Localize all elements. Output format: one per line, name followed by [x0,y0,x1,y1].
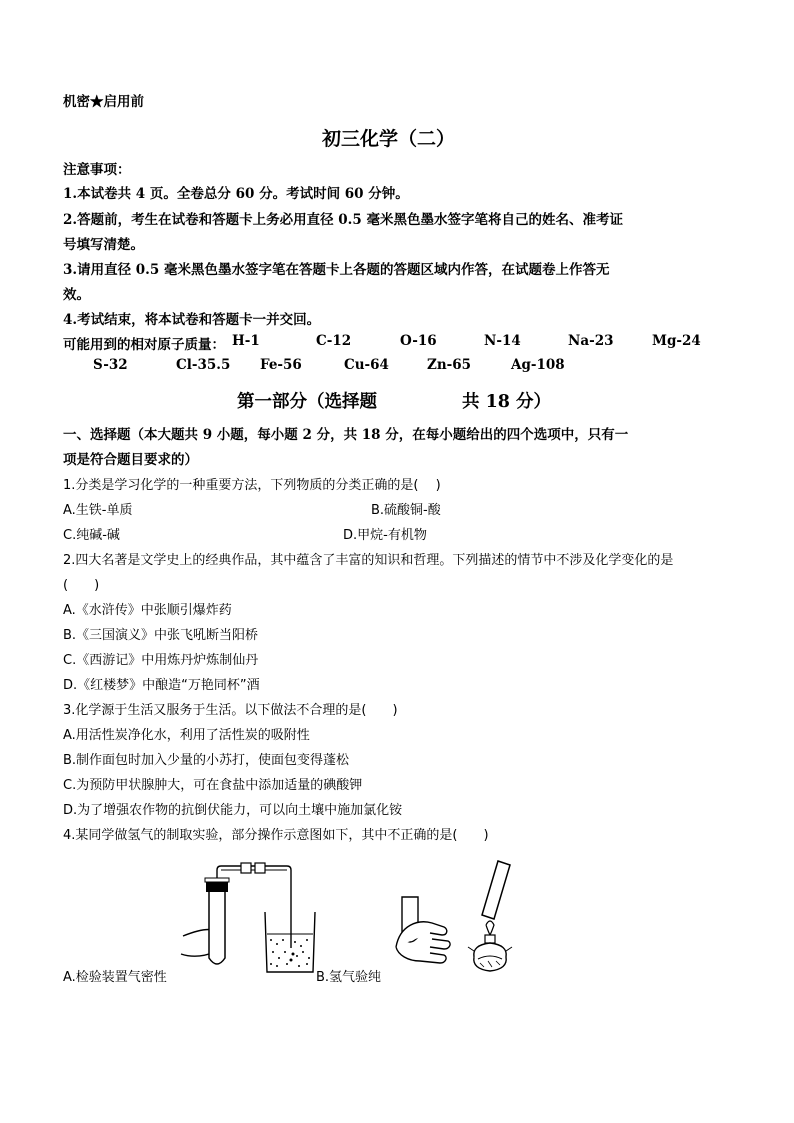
atomic-mass-value: H-1 [232,333,260,349]
page-title: 初三化学（二） [322,128,456,150]
q3-option-a: A.用活性炭净化水，利用了活性炭的吸附性 [63,728,310,743]
q3-option-c: C.为预防甲状腺肿大，可在食盐中添加适量的碘酸钾 [63,778,363,793]
q1-option-d: D.甲烷-有机物 [343,528,427,543]
atomic-mass-value: N-14 [484,333,521,349]
q3-option-b: B.制作面包时加入少量的小苏打，使面包变得蓬松 [63,753,350,768]
notice-item-3-cont: 效。 [63,287,90,303]
atomic-mass-value: Fe-56 [260,357,302,373]
part1-title: 第一部分（选择题 [237,392,377,412]
q2-option-a: A.《水浒传》中张顺引爆炸药 [63,603,232,618]
atomic-mass-value: S-32 [93,357,128,373]
notice-item-4: 4.考试结束，将本试卷和答题卡一并交回。 [63,312,321,328]
q2-option-d: D.《红楼梦》中酿造“万艳同杯”酒 [63,678,260,693]
part1-total: 共 18 分） [462,392,552,412]
q2-option-c: C.《西游记》中用炼丹炉炼制仙丹 [63,653,259,668]
q1-option-a: A.生铁-单质 [63,503,133,518]
atomic-mass-value: C-12 [316,333,352,349]
atomic-mass-value: Cl-35.5 [176,357,231,373]
airtightness-check-figure [175,858,325,978]
atomic-mass-value: Cu-64 [344,357,389,373]
hydrogen-purity-test-figure [390,855,540,980]
notice-item-1: 1.本试卷共 4 页。全卷总分 60 分。考试时间 60 分钟。 [63,186,409,202]
q3-option-d: D.为了增强农作物的抗倒伏能力，可以向土壤中施加氯化铵 [63,803,403,818]
q1-option-b: B.硫酸铜-酸 [371,503,441,518]
q4-option-a: A.检验装置气密性 [63,970,167,985]
q2-option-b: B.《三国演义》中张飞吼断当阳桥 [63,628,259,643]
q2-stem-cont: ( ) [63,578,100,593]
notice-item-2: 2.答题前，考生在试卷和答题卡上务必用直径 0.5 毫米黑色墨水签字笔将自己的姓名、准考证 [63,212,623,228]
q4-option-b: B.氢气验纯 [316,970,382,985]
atomic-mass-value: Ag-108 [511,357,565,373]
q4-stem: 4.某同学做氢气的制取实验，部分操作示意图如下，其中不正确的是( ) [63,828,489,843]
part1-instructions: 一、选择题（本大题共 9 小题，每小题 2 分，共 18 分，在每小题给出的四个选项中，只有一 [63,427,629,443]
notice-item-2-cont: 号填写清楚。 [63,237,144,253]
q1-option-c: C.纯碱-碱 [63,528,120,543]
q3-stem: 3.化学源于生活又服务于生活。以下做法不合理的是( ) [63,703,398,718]
notice-heading: 注意事项： [63,162,131,178]
atomic-mass-value: Zn-65 [427,357,472,373]
atomic-mass-value: O-16 [400,333,437,349]
atomic-mass-value: Na-23 [568,333,614,349]
part1-instructions-cont: 项是符合题目要求的） [63,452,198,468]
atomic-mass-value: Mg-24 [652,333,701,349]
atomic-mass-label: 可能用到的相对原子质量： [63,337,225,353]
q1-stem: 1.分类是学习化学的一种重要方法，下列物质的分类正确的是( ) [63,478,441,493]
confidential-label: 机密★启用前 [63,94,144,110]
q2-stem: 2.四大名著是文学史上的经典作品，其中蕴含了丰富的知识和哲理。下列描述的情节中不涉及化学变化的是 [63,553,674,568]
notice-item-3: 3.请用直径 0.5 毫米黑色墨水签字笔在答题卡上各题的答题区域内作答，在试题卷上作答无 [63,262,610,278]
